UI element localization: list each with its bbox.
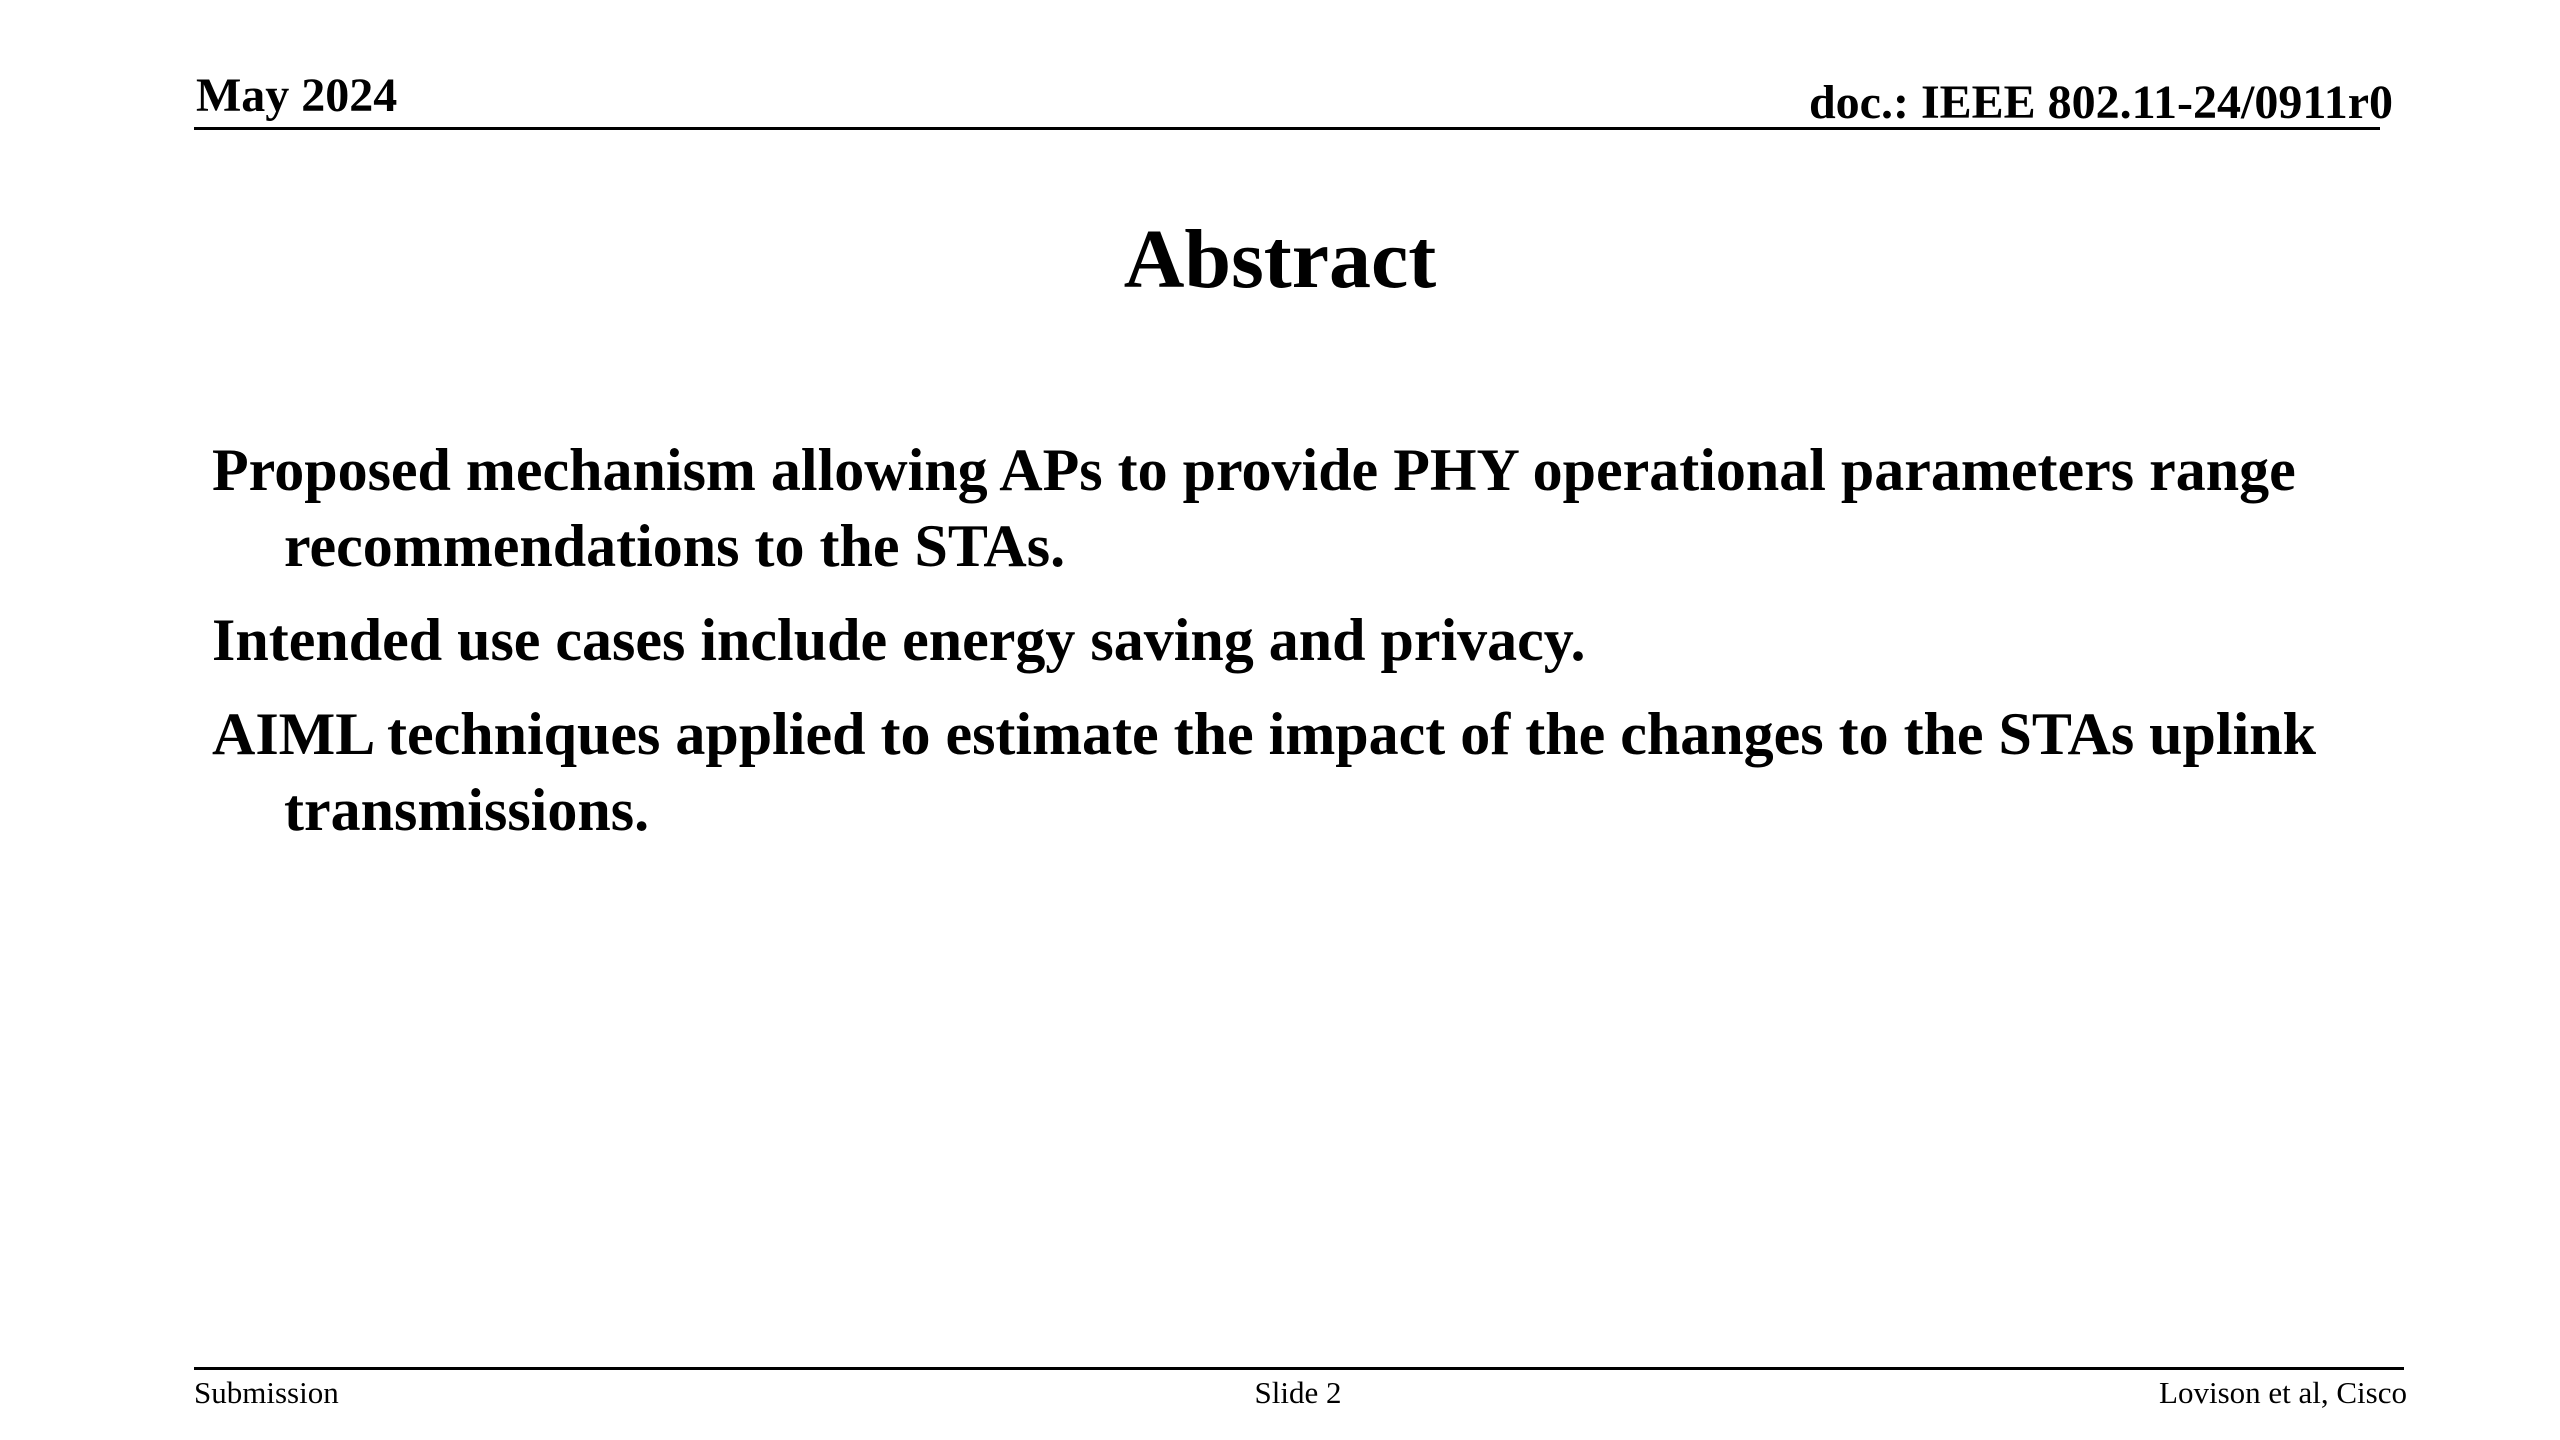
abstract-paragraph: AIML techniques applied to estimate the impact of the changes to the STAs uplink transmissions. [212, 701, 2316, 843]
footer-divider [194, 1367, 2404, 1370]
footer-authors: Lovison et al, Cisco [2159, 1375, 2407, 1410]
header-doc-id: doc.: IEEE 802.11-24/0911r0 [1808, 76, 2393, 129]
slide-title: Abstract [1123, 213, 1437, 306]
abstract-paragraph: Proposed mechanism allowing APs to provide PHY operational parameters range recommendations to the STAs. [212, 437, 2296, 579]
footer-submission: Submission [194, 1375, 339, 1410]
abstract-body [212, 432, 2372, 866]
abstract-paragraph: Intended use cases include energy saving and privacy. [212, 607, 1586, 673]
footer-slide-number: Slide 2 [1254, 1375, 1342, 1410]
header-date: May 2024 [196, 69, 398, 122]
header-divider [194, 127, 2380, 130]
